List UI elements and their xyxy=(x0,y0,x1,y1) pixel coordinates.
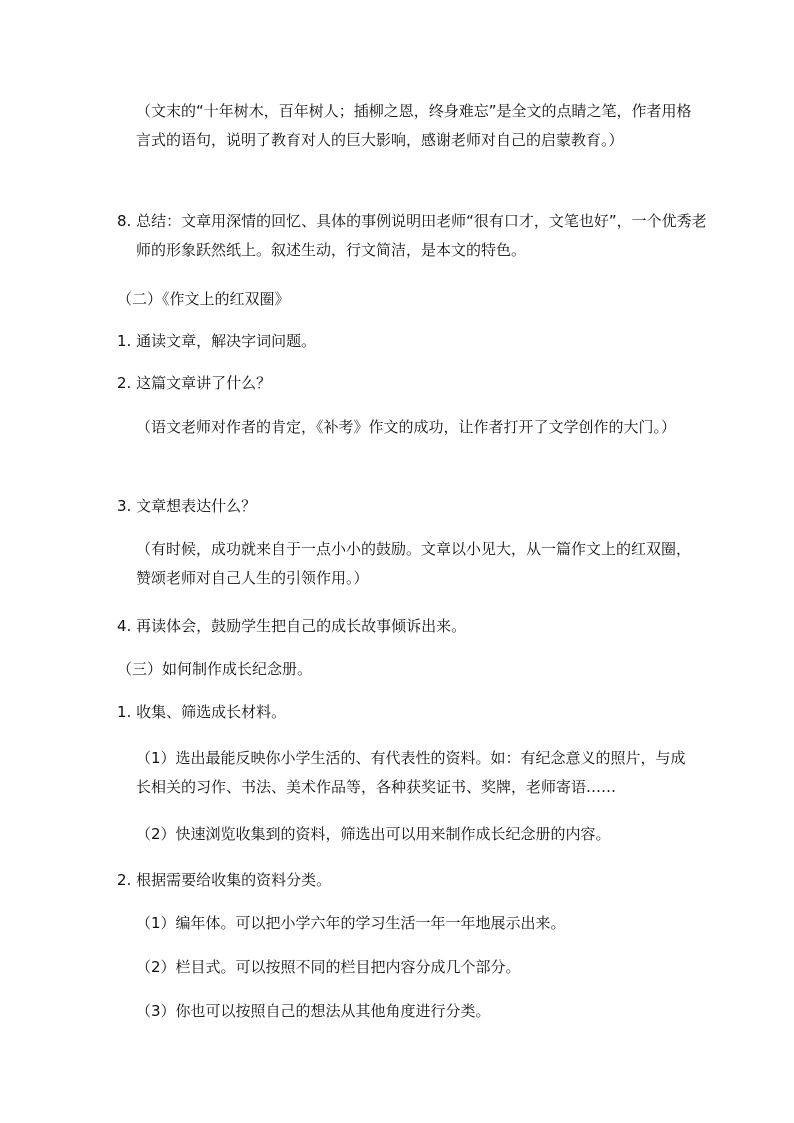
section-heading-3: （三）如何制作成长纪念册。 xyxy=(117,660,313,678)
list-item-3-question: 3. 文章想表达什么？ xyxy=(117,497,257,515)
paragraph-summary-quote-explanation: （文末的“十年树木，百年树人；插柳之恩，终身难忘”是全文的点睛之笔，作者用格言式的语句，说明了教育对人的巨大影响，感谢老师对自己的启蒙教育。） xyxy=(136,102,692,149)
paragraph-subitem-3-other: （3）你也可以按照自己的想法从其他角度进行分类。 xyxy=(136,1002,491,1020)
paragraph-subitem-1-yearly: （1）编年体。可以把小学六年的学习生活一年一年地展示出来。 xyxy=(136,914,566,932)
list-item-1-collect: 1. 收集、筛选成长材料。 xyxy=(117,703,287,721)
list-item-summary-8: 8. 总结：文章用深情的回忆、具体的事例说明田老师“很有口才，文笔也好”，一个优秀老师的形象跃然纸上。叙述生动，行文简洁，是本文的特色。 xyxy=(117,212,707,259)
paragraph-subitem-2-column: （2）栏目式。可以按照不同的栏目把内容分成几个部分。 xyxy=(136,958,521,976)
list-item-2-classify: 2. 根据需要给收集的资料分类。 xyxy=(117,871,332,889)
list-item-4-reread: 4. 再读体会，鼓励学生把自己的成长故事倾诉出来。 xyxy=(117,617,467,635)
list-item-2-question: 2. 这篇文章讲了什么？ xyxy=(117,374,272,392)
paragraph-subitem-2-browse: （2）快速浏览收集到的资料，筛选出可以用来制作成长纪念册的内容。 xyxy=(136,825,611,843)
list-item-1-read-article: 1. 通读文章，解决字词问题。 xyxy=(117,332,317,350)
paragraph-answer-3: （有时候，成功就来自于一点小小的鼓励。文章以小见大，从一篇作文上的红双圈，赞颂老师对自己人生的引领作用。） xyxy=(136,540,692,587)
paragraph-subitem-1-select: （1）选出最能反映你小学生活的、有代表性的资料。如：有纪念意义的照片，与成长相关的习作、书法、美术作品等，各种获奖证书、奖牌，老师寄语…… xyxy=(136,749,686,796)
section-heading-2: （二）《作文上的红双圈》 xyxy=(117,290,290,308)
paragraph-answer-2: （语文老师对作者的肯定，《补考》作文的成功，让作者打开了文学创作的大门。） xyxy=(136,418,677,436)
